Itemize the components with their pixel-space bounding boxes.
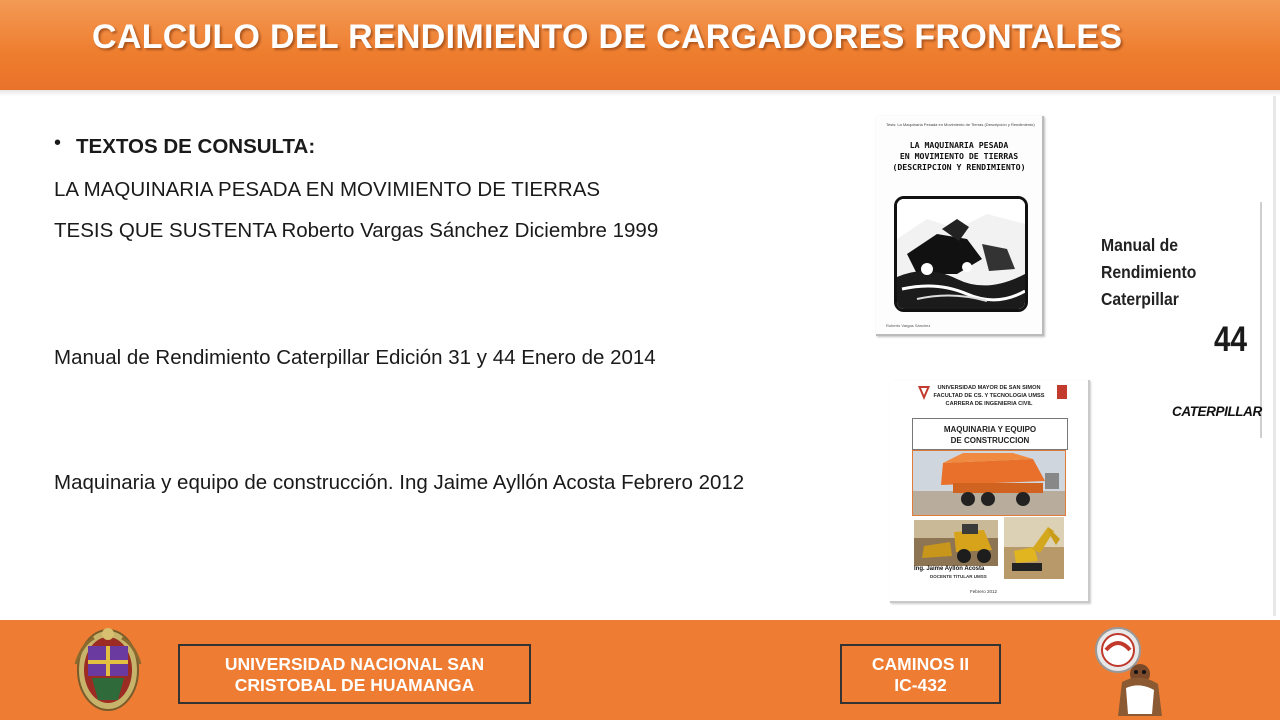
- cover3-header-line-1: UNIVERSIDAD MAYOR DE SAN SIMON: [937, 385, 1041, 391]
- cover3-author-role: DOCENTE TITULAR UMSS: [930, 574, 987, 579]
- book-cover-caterpillar-manual: [1092, 202, 1262, 438]
- cover1-title-line-3: (DESCRIPCION Y RENDIMIENTO): [892, 162, 1026, 172]
- caterpillar-manual-title: [1101, 232, 1196, 313]
- cover1-title: [876, 140, 1042, 173]
- excavator-photo: [1004, 517, 1064, 579]
- right-divider: [1273, 96, 1276, 616]
- cover1-footer: Roberto Vargas Sánchez: [886, 323, 931, 328]
- book-cover-maquinaria-equipo: [890, 380, 1090, 603]
- edition-number: 44: [1214, 320, 1248, 359]
- reference-line-1: LA MAQUINARIA PESADA EN MOVIMIENTO DE TIERRAS: [54, 178, 601, 201]
- references-heading: [76, 135, 315, 159]
- cover1-top-text: Tesis: La Maquinaria Pesada en Movimiento de Tierras (Descripción y Rendimiento): [886, 122, 1035, 127]
- banner-shadow: [0, 90, 1280, 96]
- course-code-box: [840, 644, 1001, 704]
- course-code: IC-432: [894, 675, 947, 695]
- cover1-title-line-1: LA MAQUINARIA PESADA: [909, 140, 1009, 150]
- cover3-date: Febrero 2012: [970, 589, 998, 594]
- cat-title-line-3: Caterpillar: [1101, 289, 1179, 309]
- slide-title: CALCULO DEL RENDIMIENTO DE CARGADORES FRONTALES: [92, 18, 1123, 56]
- bulldozer-illustration: [894, 196, 1028, 312]
- university-name-box: [178, 644, 531, 704]
- cover3-title-box: [912, 418, 1068, 450]
- reference-line-3: Manual de Rendimiento Caterpillar Edición 31 y 44 Enero de 2014: [54, 346, 656, 369]
- mascot-logo-icon: [1092, 618, 1172, 718]
- course-name: CAMINOS II: [871, 654, 970, 674]
- cat-title-line-2: Rendimiento: [1101, 262, 1197, 282]
- cover1-title-line-2: EN MOVIMIENTO DE TIERRAS: [899, 151, 1019, 161]
- title-banner: [0, 0, 1280, 90]
- bullet-icon: •: [54, 132, 62, 154]
- university-crest-icon: [74, 624, 142, 714]
- cover3-header: [890, 384, 1088, 408]
- reference-line-2: TESIS QUE SUSTENTA Roberto Vargas Sánchez Diciembre 1999: [54, 219, 659, 242]
- caterpillar-logo: CATERPILLAR: [1172, 404, 1262, 419]
- book-cover-maquinaria-pesada: [876, 116, 1044, 336]
- cover3-header-line-2: FACULTAD DE CS. Y TECNOLOGIA UMSS: [933, 393, 1045, 399]
- cover3-title-line-1: MAQUINARIA Y EQUIPO: [943, 425, 1037, 434]
- cat-title-line-1: Manual de: [1101, 235, 1179, 255]
- cover3-header-line-3: CARRERA DE INGENIERIA CIVIL: [945, 401, 1033, 407]
- cover3-author: Ing. Jaime Ayllón Acosta: [914, 566, 985, 572]
- university-name-line-1: UNIVERSIDAD NACIONAL SAN: [224, 654, 485, 674]
- loader-photo: [914, 520, 998, 566]
- university-name-line-2: CRISTOBAL DE HUAMANGA: [234, 675, 475, 695]
- cover3-title-line-2: DE CONSTRUCCION: [950, 436, 1030, 445]
- cover3-title: [913, 424, 1067, 446]
- crusher-machine-photo: [912, 450, 1066, 516]
- references-heading-text: TEXTOS DE CONSULTA:: [76, 135, 316, 158]
- reference-line-4: Maquinaria y equipo de construcción. Ing Jaime Ayllón Acosta Febrero 2012: [54, 471, 745, 494]
